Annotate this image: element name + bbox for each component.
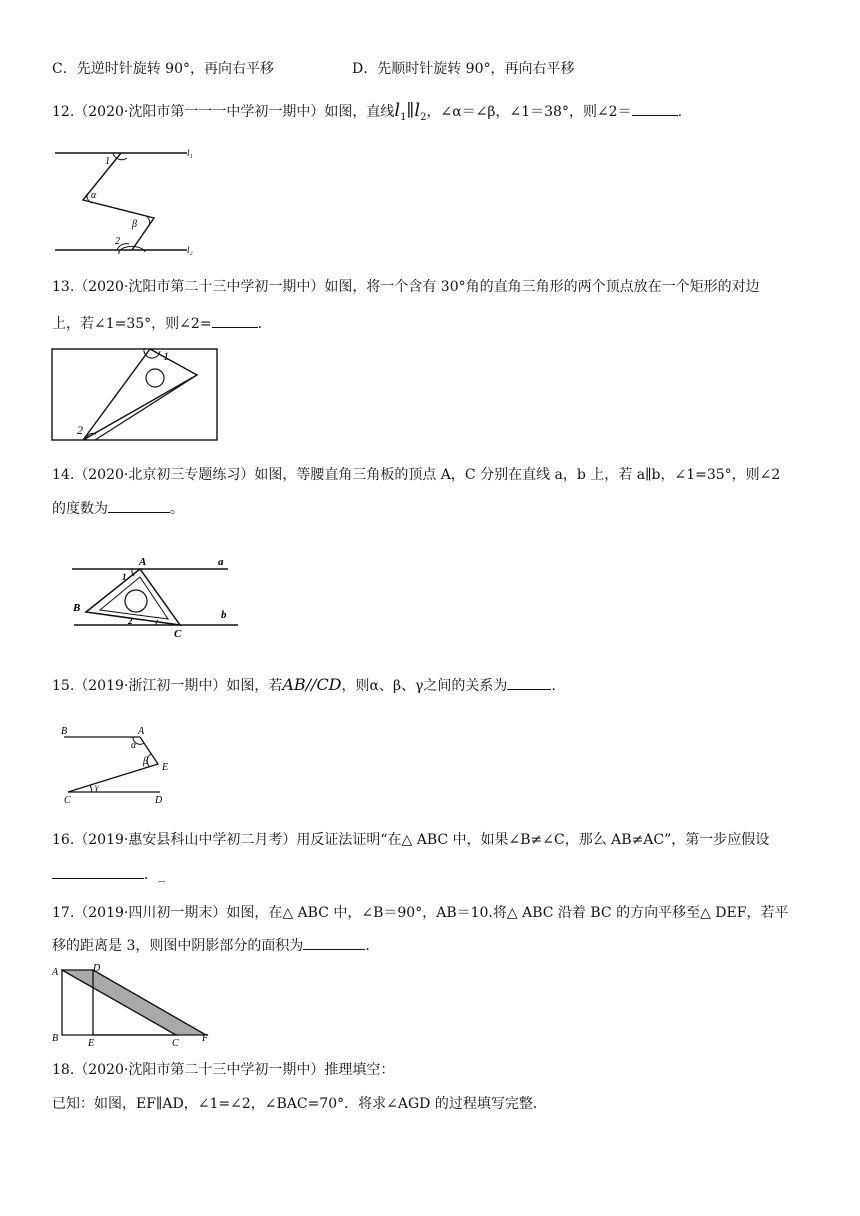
label-A: A — [52, 967, 59, 978]
line-l1-subscript: 1 — [400, 111, 407, 123]
label-C: C — [174, 628, 182, 640]
label-angle-2: 2 — [115, 236, 120, 247]
label-gamma: γ — [95, 782, 99, 792]
option-d: D．先顺时针旋转 90°，再向右平移 — [352, 61, 575, 77]
label-B: B — [73, 602, 81, 614]
question-13-condition: 上，若∠1=35°，则∠2= — [52, 316, 212, 332]
figure-14 — [68, 553, 248, 643]
label-C: C — [64, 795, 71, 806]
question-15 — [52, 675, 556, 696]
answer-blank-13[interactable] — [212, 313, 258, 328]
answer-blank-14[interactable] — [108, 498, 170, 513]
label-A: A — [138, 726, 145, 737]
question-13-line-1: 13.（2020·沈阳市第二十三中学初一期中）如图，将一个含有 30°角的直角三角形的两个顶点放在一个矩形的对边 — [52, 279, 760, 295]
question-18-line-2: 已知：如图，EF∥AD，∠1=∠2，∠BAC=70°．将求∠AGD 的过程填写完整． — [52, 1096, 547, 1112]
label-l1: l₁ — [187, 148, 193, 158]
question-15-end: . — [551, 678, 556, 694]
label-E: E — [88, 1038, 95, 1047]
question-16-line-2 — [52, 864, 165, 885]
answer-blank-16[interactable] — [52, 864, 144, 879]
question-14-line-2 — [52, 498, 184, 519]
question-15-prompt: ，则α、β、γ之间的关系为 — [341, 678, 508, 694]
label-beta: β — [132, 219, 137, 230]
label-angle-1: 1 — [122, 572, 127, 582]
label-l2: l₂ — [187, 245, 193, 255]
question-17-end: . — [365, 938, 370, 954]
question-16-line-1: 16.（2019·惠安县科山中学初二月考）用反证法证明“在△ ABC 中，如果∠B≠∠C，那么 AB≠AC”，第一步应假设 — [52, 832, 770, 848]
label-angle-1: 1 — [105, 156, 110, 167]
question-17-line-1: 17.（2019·四川初一期末）如图，在△ ABC 中，∠B＝90°，AB＝10.将△ ABC 沿着 BC 的方向平移至△ DEF，若平 — [52, 905, 789, 921]
figure-12 — [55, 140, 205, 260]
question-17-prompt: 移的距离是 3，则图中阴影部分的面积为 — [52, 938, 304, 954]
question-13-line-2 — [52, 313, 262, 334]
figure-13 — [50, 345, 222, 445]
label-line-a: a — [218, 556, 224, 568]
label-B: B — [61, 726, 68, 737]
question-12 — [52, 101, 682, 128]
label-D: D — [93, 963, 101, 974]
question-14-prompt: 的度数为 — [52, 501, 108, 517]
label-beta: β — [143, 756, 148, 767]
label-alpha: α — [91, 190, 97, 201]
question-14-end: 。 — [170, 501, 184, 517]
question-18-line-1: 18.（2020·沈阳市第二十三中学初一期中）推理填空： — [52, 1062, 395, 1078]
label-F: F — [202, 1033, 209, 1044]
label-C: C — [172, 1038, 179, 1047]
question-14-line-1: 14.（2020·北京初三专题练习）如图，等腰直角三角板的顶点 A，C 分别在直线 a，b 上，若 a∥b，∠1=35°，则∠2 — [52, 467, 781, 483]
question-12-end: . — [677, 104, 683, 120]
label-D: D — [155, 795, 163, 806]
line-l2-subscript: 2 — [420, 111, 427, 123]
question-16-end: ．_ — [144, 867, 165, 883]
answer-blank-17[interactable] — [303, 935, 365, 950]
label-alpha: α — [131, 740, 137, 751]
line-l2-symbol: l — [414, 100, 421, 121]
label-angle-1: 1 — [163, 349, 169, 363]
figure-15 — [60, 722, 180, 806]
question-12-condition: ，∠α＝∠β，∠1＝38°，则∠2＝ — [426, 104, 632, 120]
answer-blank-15[interactable] — [507, 675, 551, 690]
question-13-end: . — [257, 316, 263, 332]
label-E: E — [162, 762, 169, 773]
line-l1-symbol: l — [394, 100, 401, 121]
ab-parallel-cd: AB//CD — [282, 675, 342, 694]
question-15-text: 15.（2019·浙江初一期中）如图，若 — [52, 678, 283, 694]
figure-17 — [48, 963, 216, 1047]
label-line-b: b — [221, 609, 227, 621]
label-angle-2: 2 — [128, 616, 133, 626]
question-12-text: 12.（2020·沈阳市第一一一中学初一期中）如图，直线 — [52, 104, 395, 120]
question-17-line-2 — [52, 935, 370, 956]
label-angle-2: 2 — [77, 423, 83, 437]
parallel-symbol: ∥ — [406, 101, 415, 121]
label-B: B — [52, 1033, 59, 1044]
label-A: A — [139, 556, 147, 568]
answer-blank-12[interactable] — [632, 101, 678, 116]
option-c: C．先逆时针旋转 90°，再向右平移 — [52, 61, 274, 77]
